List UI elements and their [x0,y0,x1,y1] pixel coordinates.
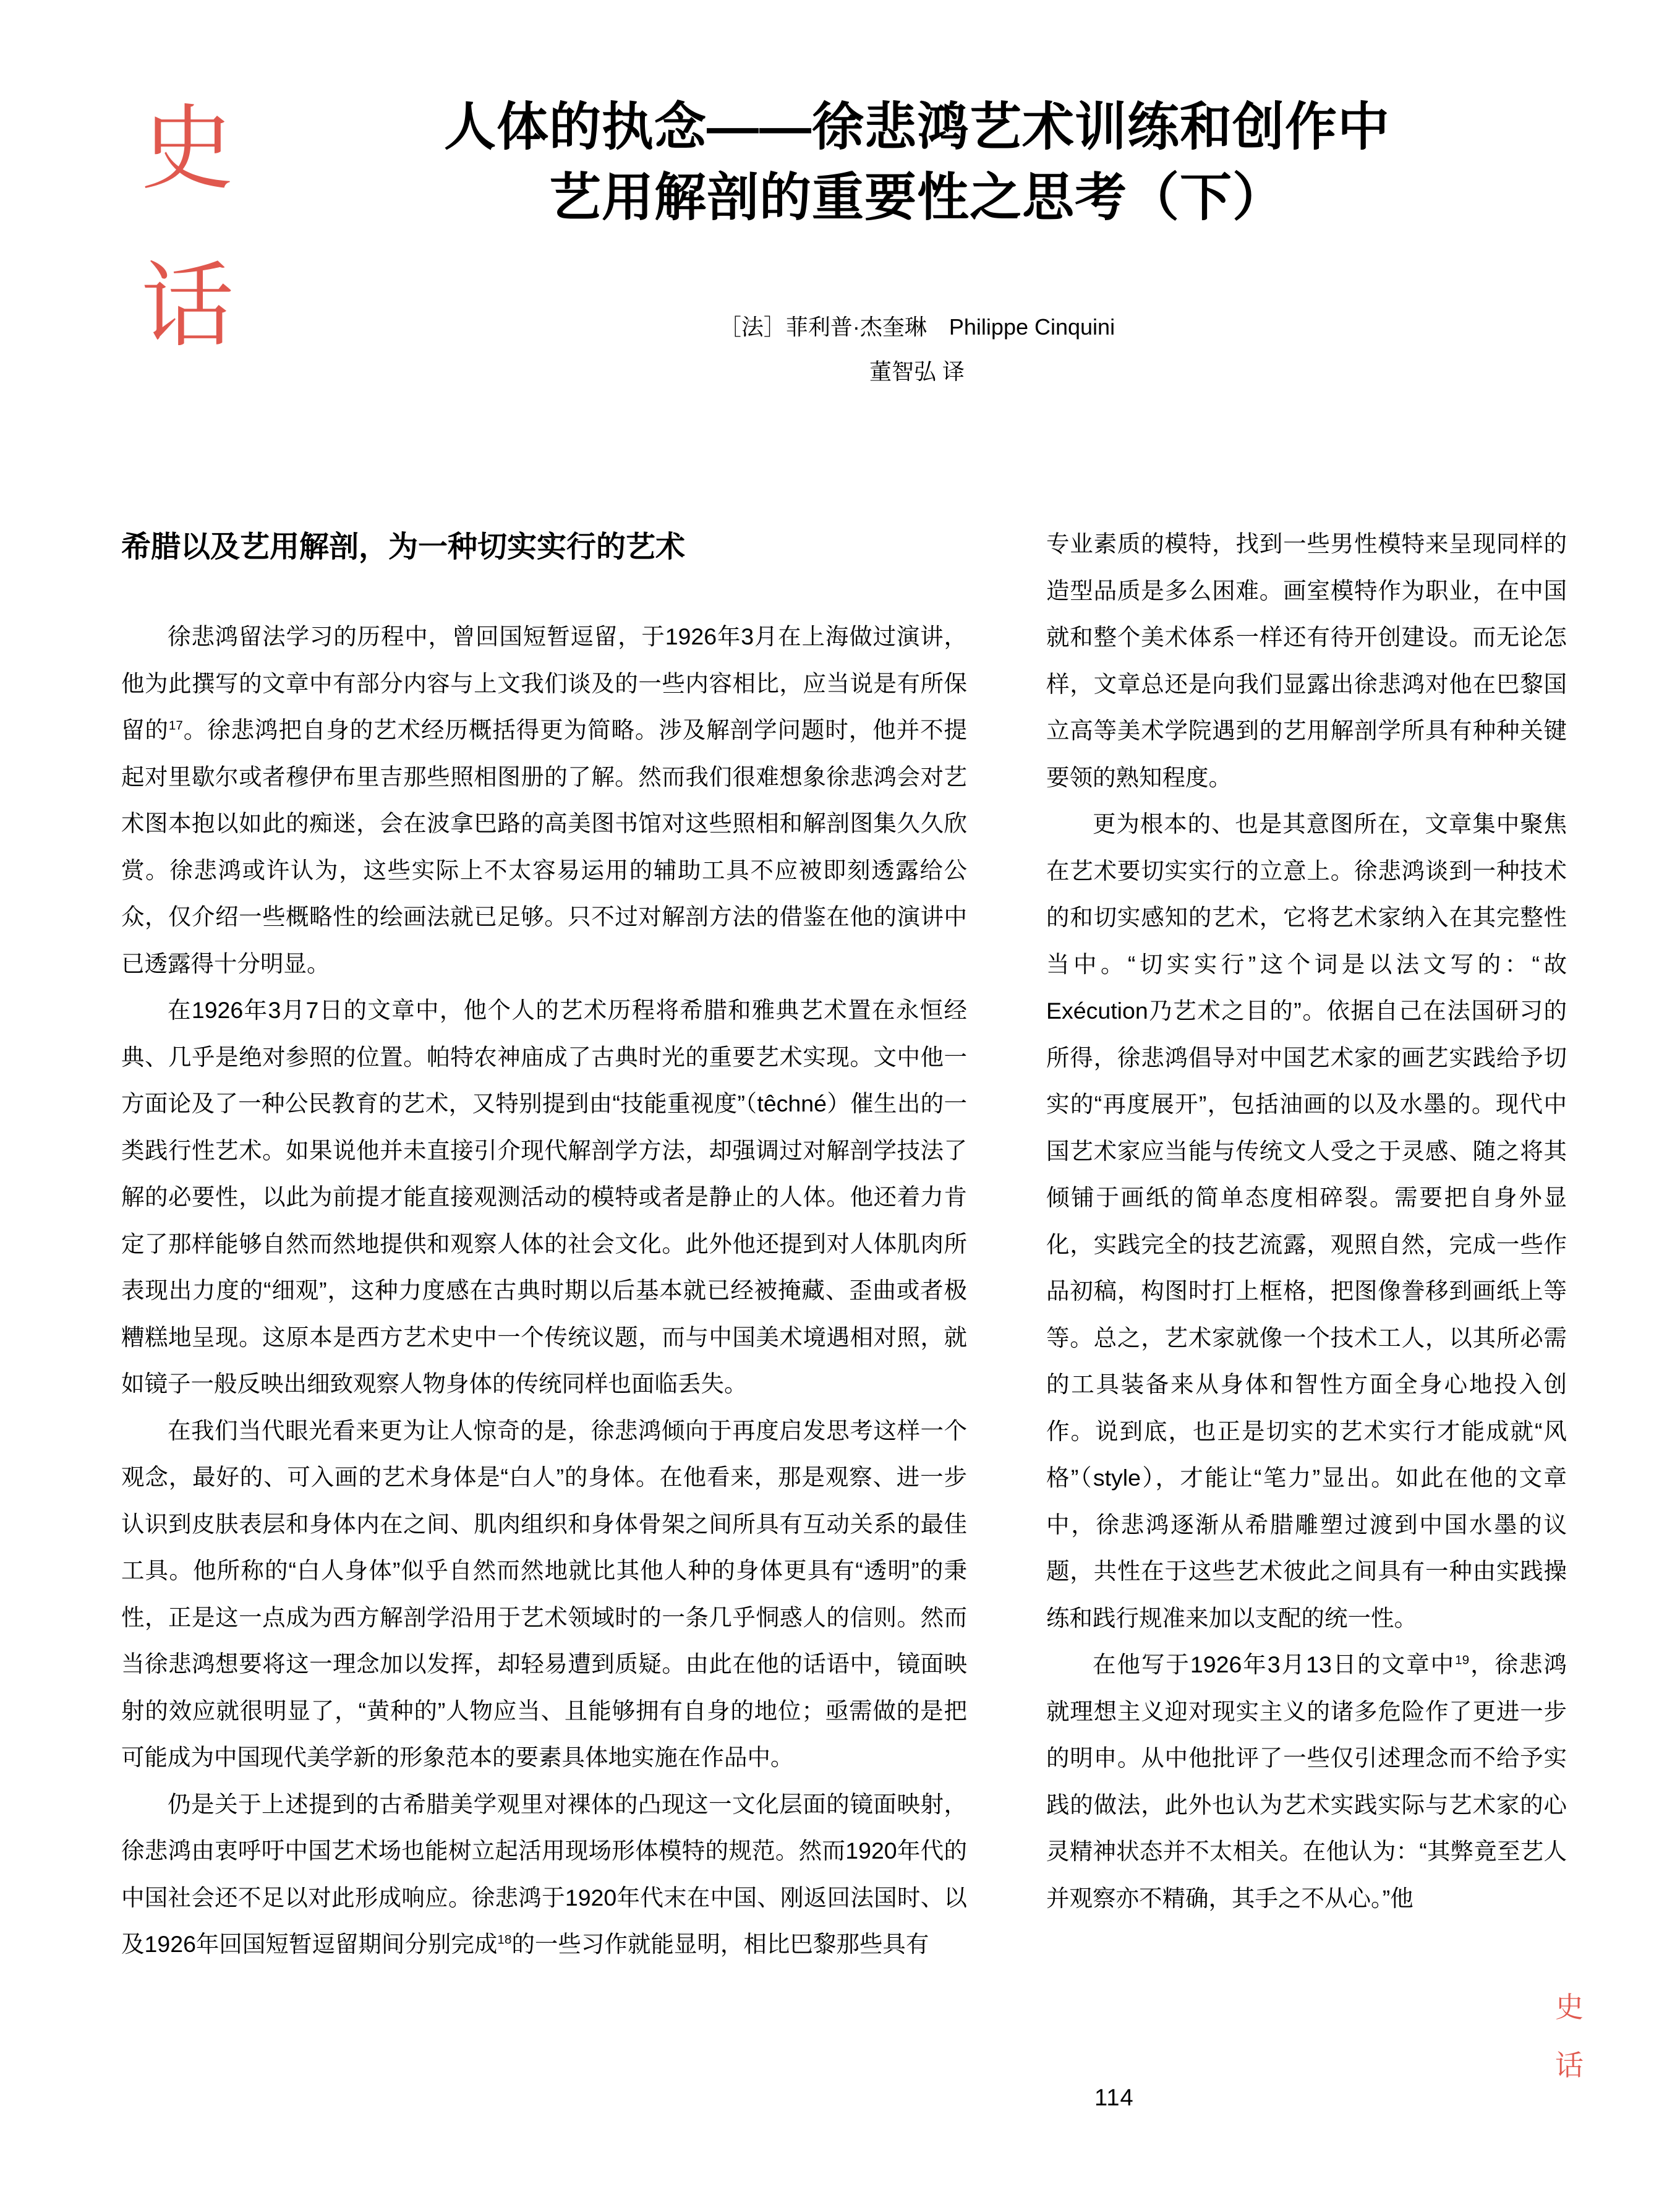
article-title [309,92,1525,233]
footer-category-char-hua: 话 [1555,2049,1584,2082]
right-text-column [1046,521,1567,1922]
page-number: 114 [1094,2085,1134,2111]
column-category-char-hua: 话 [141,252,234,360]
left-text-column [121,614,967,1968]
footnote-ref: 18 [497,1932,512,1947]
body-paragraph: 徐悲鸿留法学习的历程中，曾回国短暂逗留，于1926年3月在上海做过演讲，他为此撰写的文章中有部分内容与上文我们谈及的一些内容相比，应当说是有所保留的$^{17}$。徐悲鸿把自身的艺术经历概括得更为简略。涉及解剖学问题时，他并不提起对里歇尔或者穆伊布里吉那些照相图册的了解。然而我们很难想象徐悲鸿会对艺术图本抱以如此的痴迷，会在波拿巴路的高美图书馆对这些照相和解剖图集久久欣赏。徐悲鸿或许认为，这些实际上不太容易运用的辅助工具不应被即刻透露给公众，仅介绍一些概略性的绘画法就已足够。只不过对解剖方法的借鉴在他的演讲中已透露得十分明显。 [121,623,968,977]
body-paragraph: 在1926年3月7日的文章中，他个人的艺术历程将希腊和雅典艺术置在永恒经典、几乎是绝对参照的位置。帕特农神庙成了古典时光的重要艺术实现。文中他一方面论及了一种公民教育的艺术，又特别提到由“技能重视度”（têchné）催生出的一类践行性艺术。如果说他并未直接引介现代解剖学方法，却强调过对解剖学技法了解的必要性，以此为前提才能直接观测活动的模特或者是静止的人体。他还着力肯定了那样能够自然而然地提供和观察人体的社会文化。此外他还提到对人体肌肉所表现出力度的“细观”，这种力度感在古典时期以后基本就已经被掩藏、歪曲或者极糟糕地呈现。这原本是西方艺术史中一个传统议题，而与中国美术境遇相对照，就如镜子一般反映出细致观察人物身体的传统同样也面临丢失。 [121,997,967,1397]
body-paragraph: 在我们当代眼光看来更为让人惊奇的是，徐悲鸿倾向于再度启发思考这样一个观念，最好的、可入画的艺术身体是“白人”的身体。在他看来，那是观察、进一步认识到皮肤表层和身体内在之间、肌肉组织和身体骨架之间所具有互动关系的最佳工具。他所称的“白人身体”似乎自然而然地就比其他人种的身体更具有“透明”的秉性，正是这一点成为西方解剖学沿用于艺术领域时的一条几乎恫惑人的信则。然而当徐悲鸿想要将这一理念加以发挥，却轻易遭到质疑。由此在他的话语中，镜面映射的效应就很明显了，“黄种的”人物应当、且能够拥有自身的地位；亟需做的是把可能成为中国现代美学新的形象范本的要素具体地实施在作品中。 [121,1417,967,1770]
section-heading: 希腊以及艺用解剖，为一种切实实行的艺术 [121,531,686,563]
footer-category-char-shi: 史 [1555,1990,1584,2024]
article-title-line-1: 人体的执念——徐悲鸿艺术训练和创作中 [443,98,1390,156]
body-paragraph: 更为根本的、也是其意图所在，文章集中聚焦在艺术要切实实行的立意上。徐悲鸿谈到一种技术的和切实感知的艺术，它将艺术家纳入在其完整性当中。“切实实行”这个词是以法文写的：“故Exécution乃艺术之目的”。依据自己在法国研习的所得，徐悲鸿倡导对中国艺术家的画艺实践给予切实的“再度展开”，包括油画的以及水墨的。现代中国艺术家应当能与传统文人受之于灵感、随之将其倾铺于画纸的简单态度相碎裂。需要把自身外显化，实践完全的技艺流露，观照自然，完成一些作品初稿，构图时打上框格，把图像誊移到画纸上等等。总之，艺术家就像一个技术工人，以其所必需的工具装备来从身体和智性方面全身心地投入创作。说到底，也正是切实的艺术实行才能成就“风格”（style），才能让“笔力”显出。如此在他的文章中，徐悲鸿逐渐从希腊雕塑过渡到中国水墨的议题，共性在于这些艺术彼此之间具有一种由实践操练和践行规准来加以支配的统一性。 [1046,811,1567,1631]
footnote-ref: 19 [1455,1653,1470,1668]
body-paragraph: 在他写于1926年3月13日的文章中$^{19}$，徐悲鸿就理想主义迎对现实主义的诸多危险作了更进一步的明申。从中他批评了一些仅引述理念而不给予实践的做法，此外也认为艺术实践实际与艺术家的心灵精神状态并不太相关。在他认为：“其弊竟至艺人并观察亦不精确，其手之不从心。”他 [1046,1651,1567,1911]
article-title-line-2: 艺用解剖的重要性之思考（下） [548,168,1285,226]
footnote-ref: 17 [168,718,183,733]
body-paragraph: 专业素质的模特，找到一些男性模特来呈现同样的造型品质是多么困难。画室模特作为职业，在中国就和整个美术体系一样还有待开创建设。而无论怎样，文章总还是向我们显露出徐悲鸿对他在巴黎国立高等美术学院遇到的艺用解剖学所具有种种关键要领的熟知程度。 [1046,531,1567,790]
body-paragraph: 仍是关于上述提到的古希腊美学观里对裸体的凸现这一文化层面的镜面映射，徐悲鸿由衷呼吁中国艺术场也能树立起活用现场形体模特的规范。然而1920年代的中国社会还不足以对此形成响应。徐悲鸿于1920年代末在中国、刚返回法国时、以及1926年回国短暂逗留期间分别完成$^{18}$的一些习作就能显明，相比巴黎那些具有 [121,1791,967,1957]
translator-credit: 董智弘 译 [869,359,965,384]
column-category-char-shi: 史 [141,95,234,203]
author-byline: ［法］菲利普·杰奎琳 Philippe Cinquini [718,314,1115,340]
